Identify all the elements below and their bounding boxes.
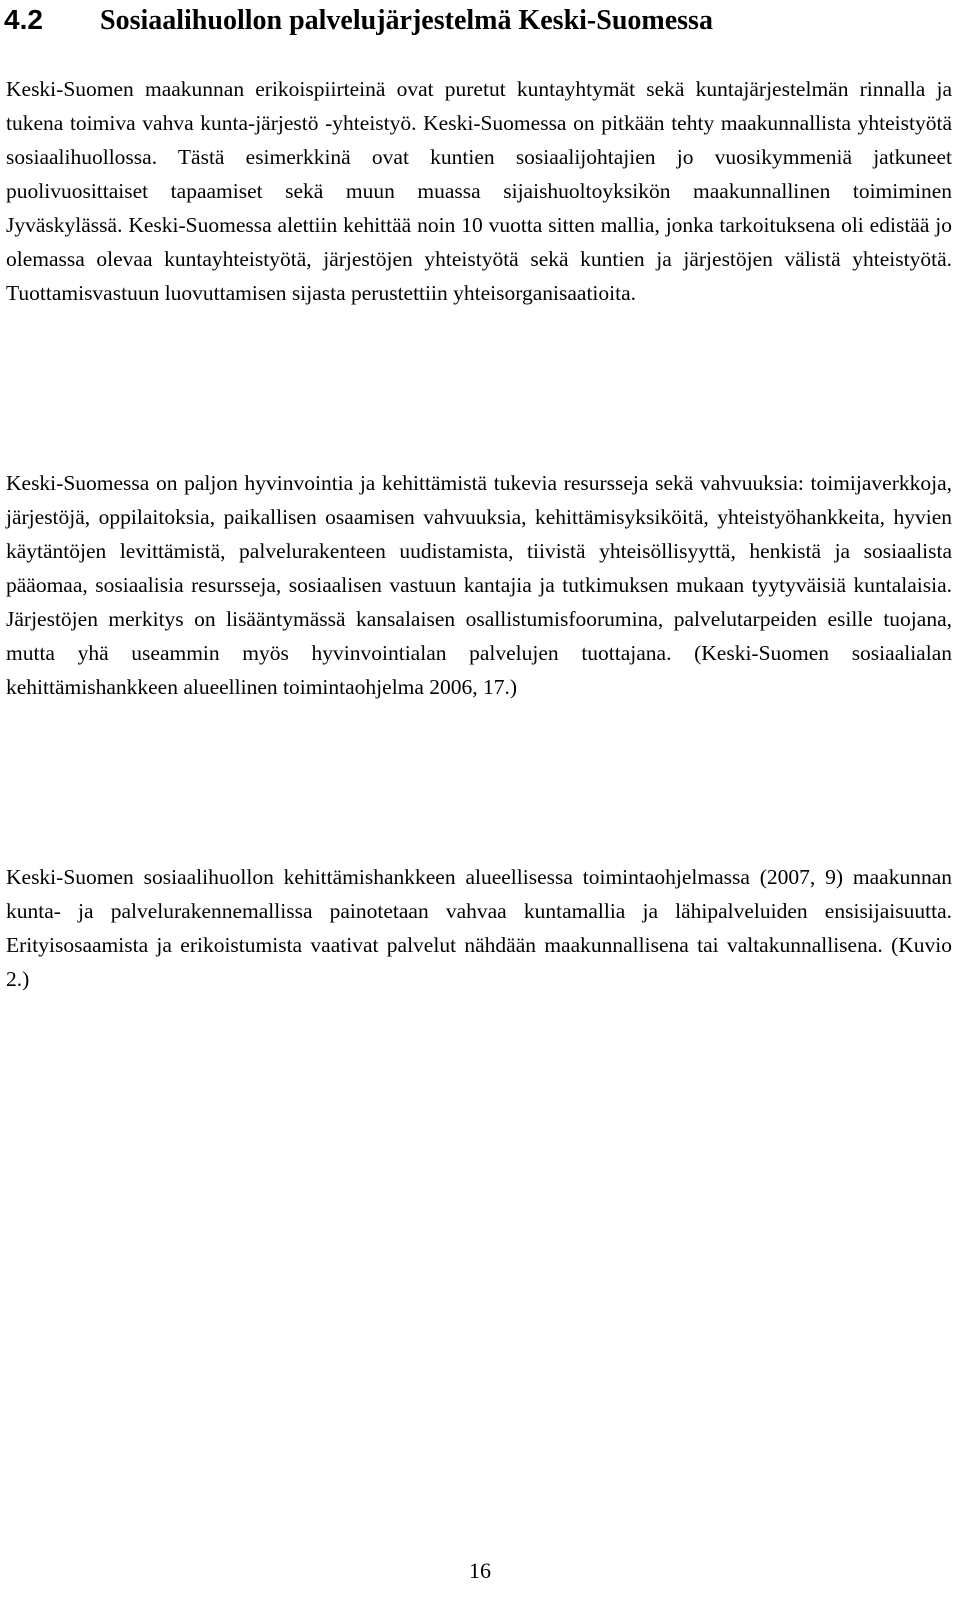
section-heading <box>4 2 954 39</box>
page-number: 16 <box>469 1558 491 1583</box>
paragraph-1: Keski-Suomen maakunnan erikoispiirteinä ovat puretut kuntayhtymät sekä kuntajärjestelmän rinnalla ja tukena toimiva vahva kunta-järjestö -yhteistyö. Keski-Suomessa on pitkään tehty maakunnallista yhteistyötä sosiaalihuollossa. Tästä esimerkkinä ovat kuntien sosiaalijohtajien jo vuosikymmeniä jatkuneet puolivuosittaiset tapaamiset sekä muun muassa sijaishuoltoyksikön maakunnallinen toimiminen Jyväskylässä. Keski-Suomessa alettiin kehittää noin 10 vuotta sitten mallia, jonka tarkoituksena oli edistää jo olemassa olevaa kuntayhteistyötä, järjestöjen yhteistyötä sekä kuntien ja järjestöjen välistä yhteistyötä. Tuottamisvastuun luovuttamisen sijasta perustettiin yhteisorganisaatioita. <box>6 77 952 305</box>
paragraph-2: Keski-Suomessa on paljon hyvinvointia ja kehittämistä tukevia resursseja sekä vahvuuksia: toimijaverkkoja, järjestöjä, oppilaitoksia, paikallisen osaamisen vahvuuksia, kehittämisyksiköitä, yhteistyöhankkeita, hyvien käytäntöjen levittämistä, palvelurakenteen uudistamista, tiivistä yhteisöllisyyttä, henkistä ja sosiaalista pääomaa, sosiaalisia resursseja, sosiaalisen vastuun kantajia ja tutkimuksen mukaan tyytyväisiä kuntalaisia. Järjestöjen merkitys on lisääntymässä kansalaisen osallistumisfoorumina, palvelutarpeiden esille tuojana, mutta yhä useammin myös hyvinvointialan palvelujen tuottajana. (Keski-Suomen sosiaalialan kehittämishankkeen alueellinen toimintaohjelma 2006, 17.) <box>6 471 952 699</box>
section-title: Sosiaalihuollon palvelujärjestelmä Keski-Suomessa <box>100 5 713 36</box>
section-number: 4.2 <box>4 4 43 35</box>
paragraph-3: Keski-Suomen sosiaalihuollon kehittämishankkeen alueellisessa toimintaohjelmassa (2007, 9) maakunnan kunta- ja palvelurakennemallissa painotetaan vahvaa kuntamallia ja lähipalveluiden ensisijaisuutta. Erityisosaamista ja erikoistumista vaativat palvelut nähdään maakunnallisena tai valtakunnallisena. (Kuvio 2.) <box>6 865 952 991</box>
